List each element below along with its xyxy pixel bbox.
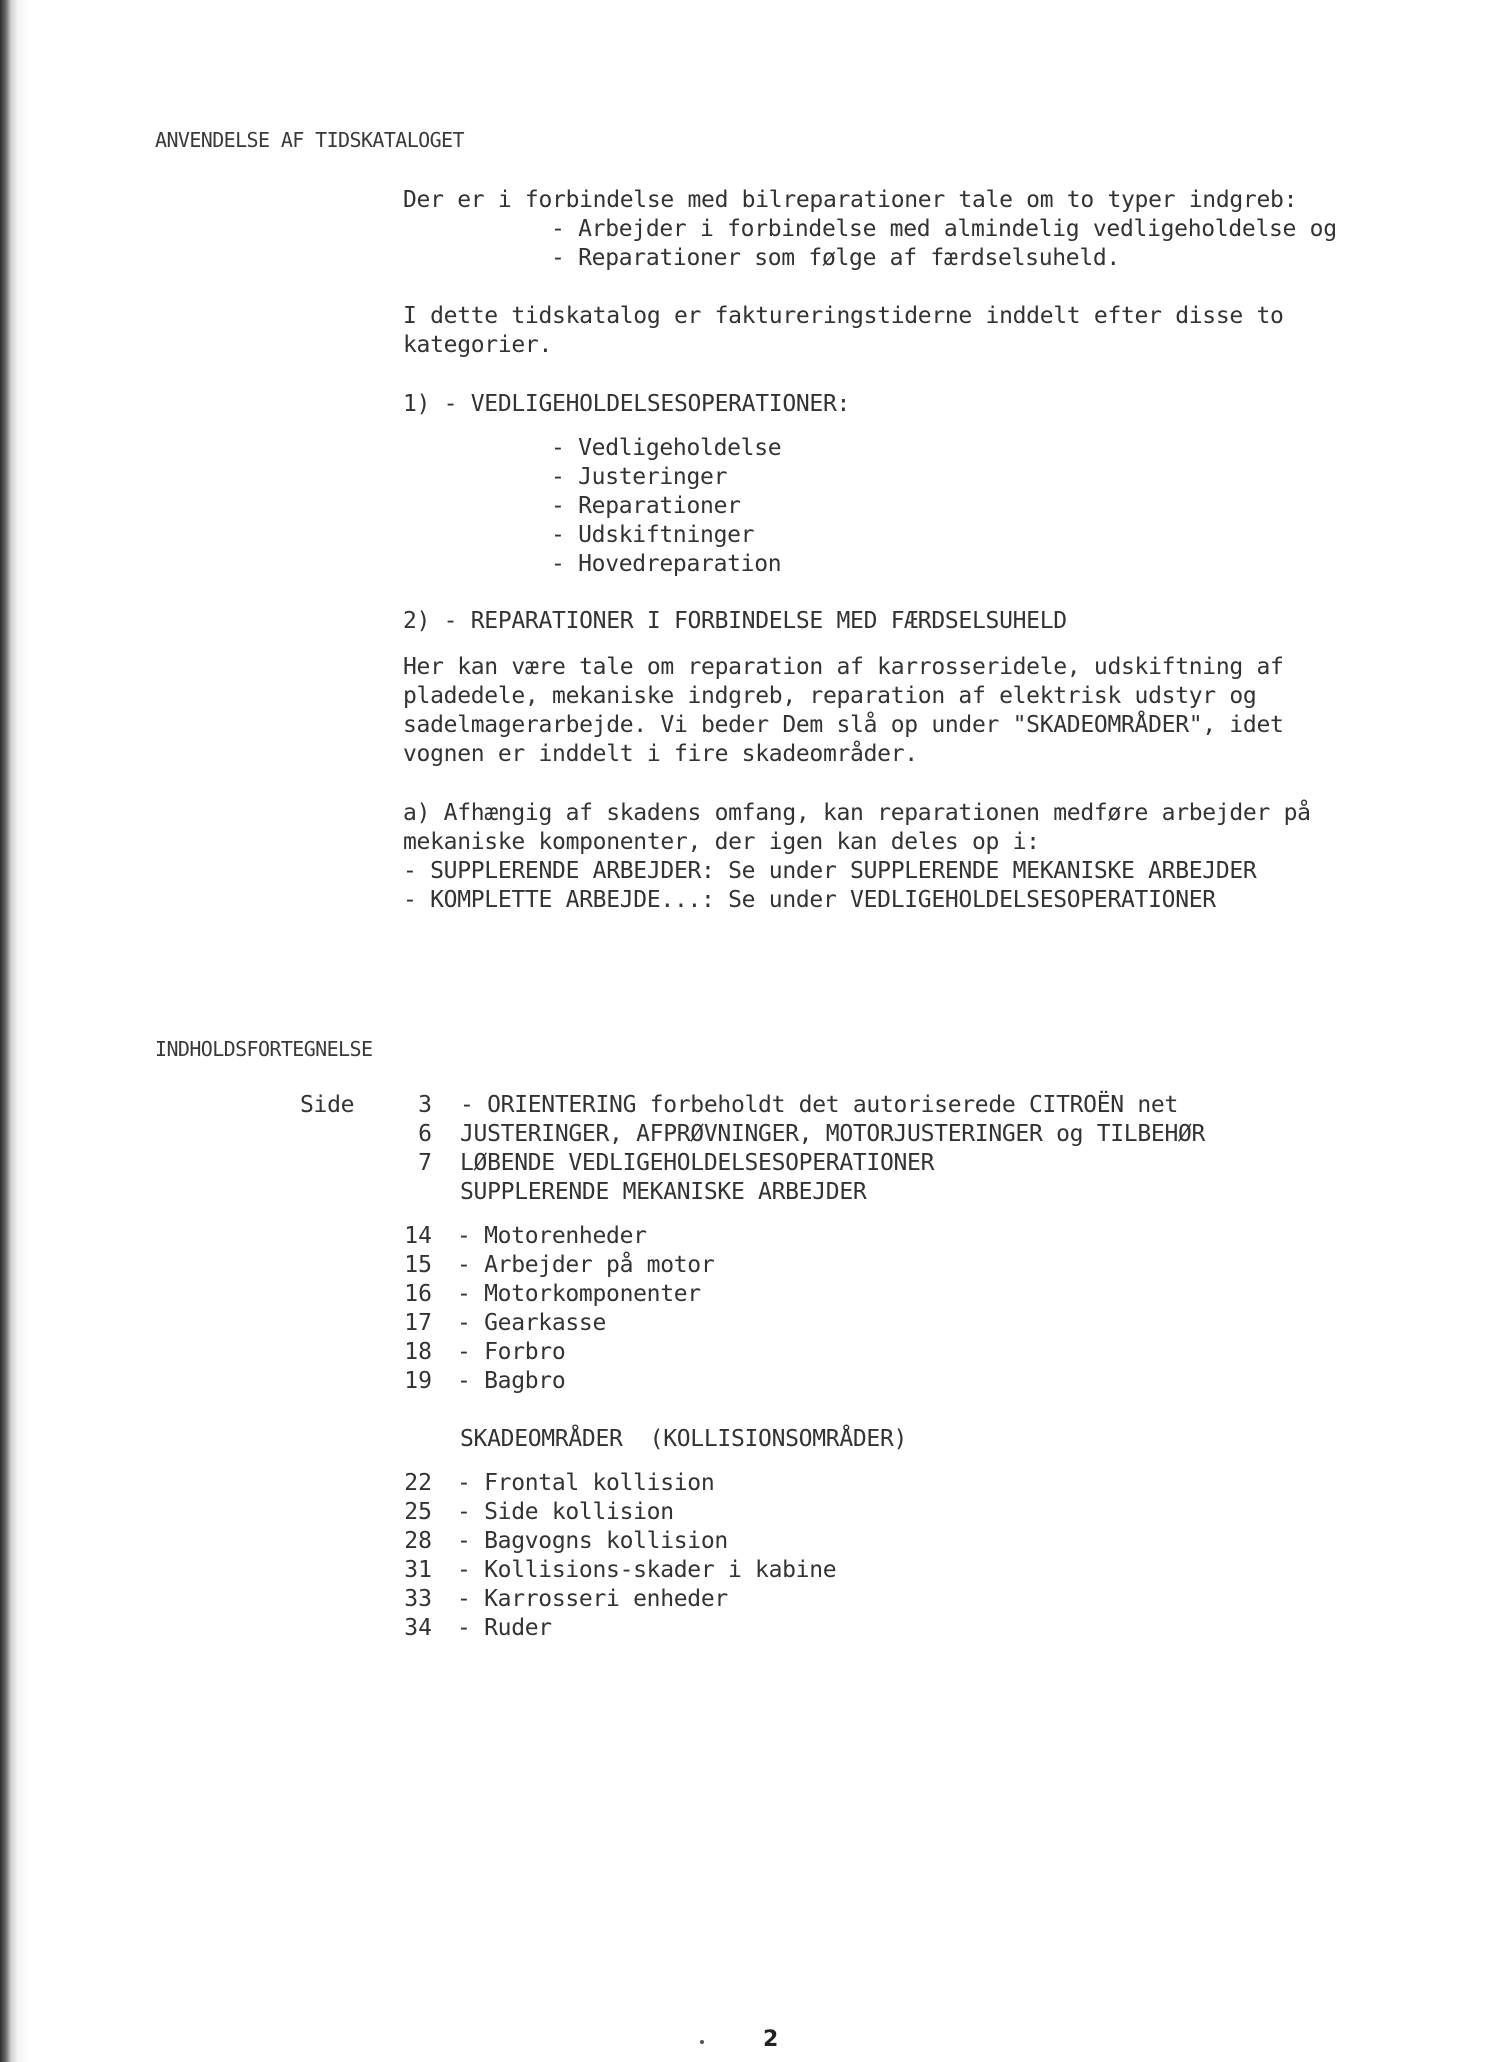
toc-page-number: 22 (404, 1470, 432, 1496)
toc-entry: JUSTERINGER, AFPRØVNINGER, MOTORJUSTERINGER og TILBEHØR (460, 1121, 1206, 1147)
toc-page-number: 16 (404, 1281, 432, 1307)
toc-entry: - Frontal kollision (457, 1470, 715, 1496)
category-text-line: vognen er inddelt i fire skadeområder. (403, 741, 918, 767)
scan-binding-edge (0, 0, 30, 2062)
paragraph-line: I dette tidskatalog er faktureringstiderne inddelt efter disse to (403, 303, 1284, 329)
toc-entry: - Motorenheder (457, 1223, 647, 1249)
toc-side-label: Side (300, 1092, 355, 1118)
note-line: mekaniske komponenter, der igen kan deles op i: (403, 829, 1040, 855)
toc-page-number: 19 (404, 1368, 432, 1394)
intro-bullet: - Arbejder i forbindelse med almindelig vedligeholdelse og (551, 216, 1337, 242)
toc-page-number: 18 (404, 1339, 432, 1365)
note-line: - SUPPLERENDE ARBEJDER: Se under SUPPLERENDE MEKANISKE ARBEJDER (403, 858, 1257, 884)
category-item: - Justeringer (551, 464, 728, 490)
note-line: - KOMPLETTE ARBEJDE...: Se under VEDLIGEHOLDELSESOPERATIONER (403, 887, 1216, 913)
category-item: - Udskiftninger (551, 522, 755, 548)
toc-entry: - Arbejder på motor (457, 1252, 715, 1278)
toc-entry: - Forbro (457, 1339, 566, 1365)
toc-page-number: 31 (404, 1557, 432, 1583)
intro-bullet: - Reparationer som følge af færdselsuheld. (551, 245, 1120, 271)
toc-page-number: 33 (404, 1586, 432, 1612)
toc-entry: - Gearkasse (457, 1310, 607, 1336)
toc-page-number: 17 (404, 1310, 432, 1336)
toc-page-number: 7 (418, 1150, 432, 1176)
toc-entry: - Karrosseri enheder (457, 1586, 728, 1612)
toc-entry: - Side kollision (457, 1499, 674, 1525)
toc-subheading: SKADEOMRÅDER (KOLLISIONSOMRÅDER) (460, 1426, 908, 1452)
category-item: - Hovedreparation (551, 551, 782, 577)
toc-entry: - ORIENTERING forbeholdt det autoriserede CITROËN net (460, 1092, 1179, 1118)
category-text-line: sadelmagerarbejde. Vi beder Dem slå op under "SKADEOMRÅDER", idet (403, 712, 1284, 738)
toc-entry: SUPPLERENDE MEKANISKE ARBEJDER (460, 1179, 867, 1205)
category-title: 2) - REPARATIONER I FORBINDELSE MED FÆRDSELSUHELD (403, 608, 1067, 634)
section-heading: ANVENDELSE AF TIDSKATALOGET (155, 128, 464, 152)
toc-entry: - Bagvogns kollision (457, 1528, 728, 1554)
toc-page-number: 3 (418, 1092, 432, 1118)
note-line: a) Afhængig af skadens omfang, kan reparationen medføre arbejder på (403, 800, 1311, 826)
toc-entry: - Motorkomponenter (457, 1281, 701, 1307)
toc-entry: - Bagbro (457, 1368, 566, 1394)
toc-entry: - Kollisions-skader i kabine (457, 1557, 837, 1583)
toc-page-number: 28 (404, 1528, 432, 1554)
category-item: - Reparationer (551, 493, 741, 519)
paragraph-line: kategorier. (403, 332, 553, 358)
toc-page-number: 34 (404, 1615, 432, 1641)
category-item: - Vedligeholdelse (551, 435, 782, 461)
category-title: 1) - VEDLIGEHOLDELSESOPERATIONER: (403, 391, 851, 417)
scan-speck (700, 2040, 704, 2044)
toc-page-number: 6 (418, 1121, 432, 1147)
toc-entry: LØBENDE VEDLIGEHOLDELSESOPERATIONER (460, 1150, 935, 1176)
page-number: 2 (763, 2027, 779, 2052)
toc-heading: INDHOLDSFORTEGNELSE (155, 1037, 373, 1061)
intro-text: Der er i forbindelse med bilreparationer tale om to typer indgreb: (403, 187, 1298, 213)
toc-page-number: 25 (404, 1499, 432, 1525)
toc-page-number: 15 (404, 1252, 432, 1278)
category-text-line: Her kan være tale om reparation af karrosseridele, udskiftning af (403, 654, 1284, 680)
category-text-line: pladedele, mekaniske indgreb, reparation af elektrisk udstyr og (403, 683, 1257, 709)
toc-page-number: 14 (404, 1223, 432, 1249)
toc-entry: - Ruder (457, 1615, 552, 1641)
